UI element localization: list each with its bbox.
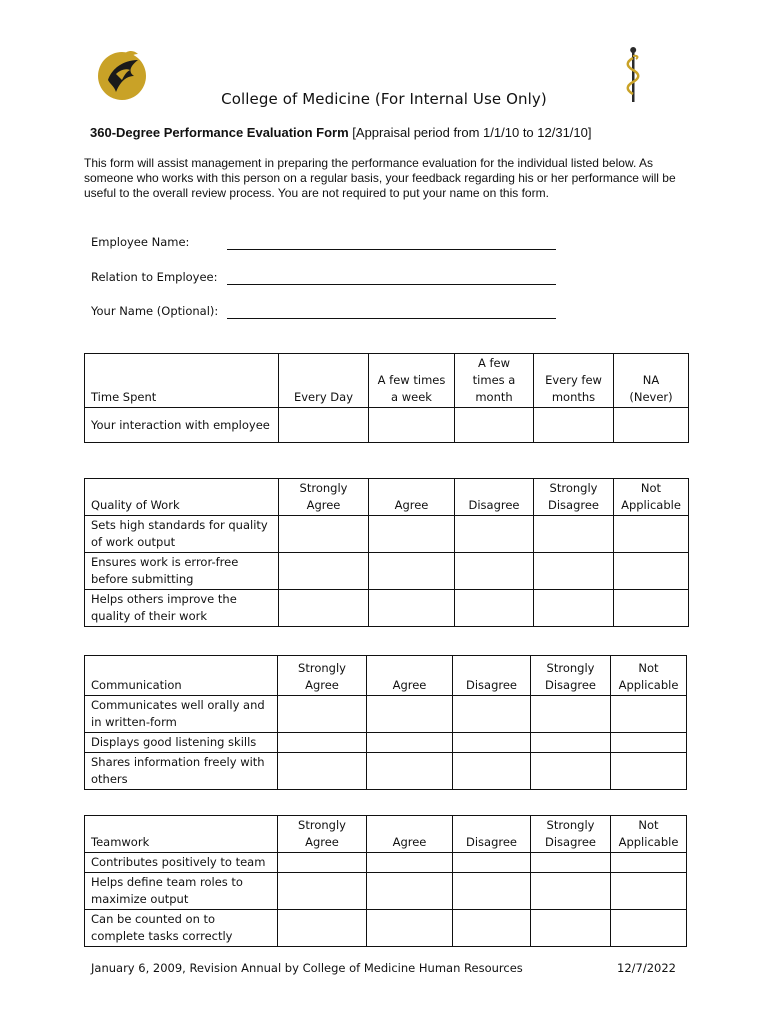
cell[interactable] (367, 753, 453, 790)
cell[interactable] (531, 696, 611, 733)
cell[interactable] (614, 590, 689, 627)
col-agree: Agree (367, 816, 453, 853)
col-not-applicable: Not Applicable (614, 479, 689, 516)
time-spent-heading: Time Spent (85, 354, 279, 408)
communication-row-2: Displays good listening skills (85, 733, 278, 753)
col-not-applicable: Not Applicable (611, 656, 687, 696)
cell[interactable] (369, 408, 455, 443)
form-title-text: 360-Degree Performance Evaluation Form (90, 125, 349, 140)
form-title (90, 125, 592, 140)
col-strongly-disagree: Strongly Disagree (531, 656, 611, 696)
col-agree: Agree (367, 656, 453, 696)
cell[interactable] (531, 733, 611, 753)
cell[interactable] (278, 753, 367, 790)
cell[interactable] (367, 696, 453, 733)
teamwork-row-2: Helps define team roles to maximize output (85, 873, 278, 910)
cell[interactable] (453, 753, 531, 790)
cell[interactable] (279, 408, 369, 443)
relation-label: Relation to Employee: (91, 270, 218, 284)
cell[interactable] (455, 590, 534, 627)
communication-row-3: Shares information freely with others (85, 753, 278, 790)
teamwork-table (84, 815, 687, 947)
cell[interactable] (453, 696, 531, 733)
col-strongly-disagree: Strongly Disagree (534, 479, 614, 516)
relation-line[interactable] (227, 284, 556, 285)
quality-of-work-table (84, 478, 689, 627)
cell[interactable] (534, 516, 614, 553)
cell[interactable] (278, 733, 367, 753)
cell[interactable] (367, 910, 453, 947)
cell[interactable] (534, 590, 614, 627)
time-spent-table (84, 353, 689, 443)
footer-revision: January 6, 2009, Revision Annual by College of Medicine Human Resources (91, 961, 523, 975)
col-disagree: Disagree (453, 656, 531, 696)
communication-table (84, 655, 687, 790)
appraisal-period: [Appraisal period from 1/1/10 to 12/31/10] (352, 125, 592, 140)
col-strongly-agree: Strongly Agree (279, 479, 369, 516)
col-agree: Agree (369, 479, 455, 516)
employee-name-line[interactable] (227, 249, 556, 250)
cell[interactable] (453, 873, 531, 910)
row-interaction: Your interaction with employee (85, 408, 279, 443)
cell[interactable] (614, 516, 689, 553)
cell[interactable] (453, 853, 531, 873)
col-few-times-month: A few times a month (455, 354, 534, 408)
cell[interactable] (611, 873, 687, 910)
cell[interactable] (367, 733, 453, 753)
cell[interactable] (611, 753, 687, 790)
cell[interactable] (534, 553, 614, 590)
teamwork-row-3: Can be counted on to complete tasks correctly (85, 910, 278, 947)
col-na-never: NA (Never) (614, 354, 689, 408)
cell[interactable] (531, 873, 611, 910)
cell[interactable] (279, 590, 369, 627)
cell[interactable] (367, 873, 453, 910)
col-strongly-agree: Strongly Agree (278, 656, 367, 696)
col-strongly-disagree: Strongly Disagree (531, 816, 611, 853)
col-every-few-months: Every few months (534, 354, 614, 408)
cell[interactable] (614, 553, 689, 590)
cell[interactable] (611, 853, 687, 873)
col-not-applicable: Not Applicable (611, 816, 687, 853)
quality-row-1: Sets high standards for quality of work output (85, 516, 279, 553)
col-strongly-agree: Strongly Agree (278, 816, 367, 853)
intro-paragraph: This form will assist management in preparing the performance evaluation for the individual listed below. As someone who works with this person on a regular basis, your feedback regarding his or her performance will be useful to the overall review process. You are not required to put your name on this form. (84, 156, 676, 200)
cell[interactable] (531, 753, 611, 790)
cell[interactable] (453, 733, 531, 753)
cell[interactable] (455, 516, 534, 553)
cell[interactable] (279, 516, 369, 553)
cell[interactable] (453, 910, 531, 947)
cell[interactable] (278, 910, 367, 947)
cell[interactable] (369, 590, 455, 627)
cell[interactable] (614, 408, 689, 443)
teamwork-row-1: Contributes positively to team (85, 853, 278, 873)
cell[interactable] (369, 553, 455, 590)
footer-date: 12/7/2022 (617, 961, 676, 975)
col-disagree: Disagree (453, 816, 531, 853)
col-few-times-week: A few times a week (369, 354, 455, 408)
your-name-label: Your Name (Optional): (91, 304, 219, 318)
cell[interactable] (455, 408, 534, 443)
cell[interactable] (367, 853, 453, 873)
cell[interactable] (278, 853, 367, 873)
cell[interactable] (279, 553, 369, 590)
col-disagree: Disagree (455, 479, 534, 516)
cell[interactable] (531, 853, 611, 873)
cell[interactable] (278, 696, 367, 733)
cell[interactable] (278, 873, 367, 910)
communication-row-1: Communicates well orally and in written-form (85, 696, 278, 733)
cell[interactable] (531, 910, 611, 947)
cell[interactable] (369, 516, 455, 553)
cell[interactable] (534, 408, 614, 443)
your-name-line[interactable] (227, 318, 556, 319)
col-every-day: Every Day (279, 354, 369, 408)
quality-row-2: Ensures work is error-free before submitting (85, 553, 279, 590)
cell[interactable] (611, 696, 687, 733)
teamwork-heading: Teamwork (85, 816, 278, 853)
cell[interactable] (611, 910, 687, 947)
page-title: College of Medicine (For Internal Use Only) (221, 90, 547, 108)
employee-name-label: Employee Name: (91, 235, 190, 249)
cell[interactable] (455, 553, 534, 590)
communication-heading: Communication (85, 656, 278, 696)
quality-row-3: Helps others improve the quality of their work (85, 590, 279, 627)
cell[interactable] (611, 733, 687, 753)
quality-heading: Quality of Work (85, 479, 279, 516)
